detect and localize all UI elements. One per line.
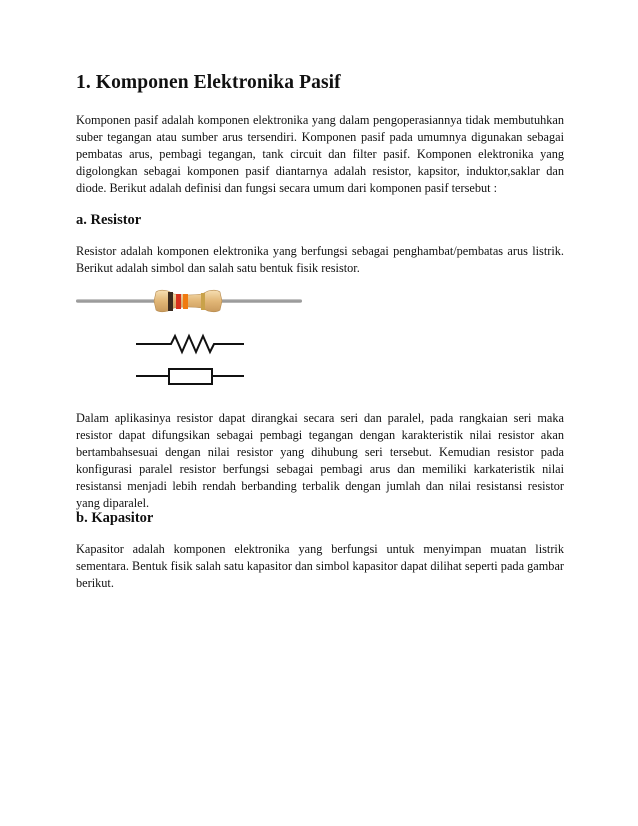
resistor-figure	[76, 286, 316, 396]
resistor-definition-paragraph: Resistor adalah komponen elektronika yang berfungsi sebagai penghambat/pembatas arus listrik. Berikut adalah simbol dan salah satu bentuk fisik resistor.	[76, 244, 564, 275]
resistor-detail-paragraph: Dalam aplikasinya resistor dapat dirangkai secara seri dan paralel, pada rangkaian seri maka resistor dapat difungsikan sebagai pembagi tegangan dengan karakteristik nilai resistor akan bertambahsesuai dengan nilai resistor yang dihubung seri tersebut. Kemudian resistor pada konfigurasi paralel resistor berfungsi sebagai pembagi arus dan memiliki karkateristik nilai resistansi menjadi lebih rendah berbanding terbalik dengan jumlah dan nilai resistansi resistor yang diparalel.	[76, 411, 564, 510]
resistor-zigzag-symbol-icon	[136, 336, 244, 352]
kapasitor-definition-paragraph: Kapasitor adalah komponen elektronika yang berfungsi untuk menyimpan muatan listrik sementara. Bentuk fisik salah satu kapasitor dan simbol kapasitor dapat dilihat seperti pada gambar berikut.	[76, 542, 564, 590]
resistor-heading: a. Resistor	[76, 212, 142, 228]
intro-paragraph: Komponen pasif adalah komponen elektronika yang dalam pengoperasiannya tidak membutuhkan suber tegangan atau sumber arus tersendiri. Komponen pasif pada umumnya digunakan sebagai pembatas arus, pembagi tegangan, tank circuit dan filter pasif. Komponen elektronika yang digolongkan sebagai komponen pasif diantarnya adalah resistor, kapsitor, induktor,saklar dan diode. Berikut adalah definisi dan fungsi secara umum dari komponen pasif tersebut :	[76, 113, 564, 195]
band-3	[183, 294, 188, 309]
band-2	[176, 294, 181, 309]
resistor-photo	[76, 290, 302, 312]
band-4	[201, 293, 205, 310]
kapasitor-heading: b. Kapasitor	[76, 510, 154, 526]
resistor-box-symbol-icon	[136, 369, 244, 384]
band-1	[168, 292, 173, 311]
page-title: 1. Komponen Elektronika Pasif	[76, 72, 341, 93]
